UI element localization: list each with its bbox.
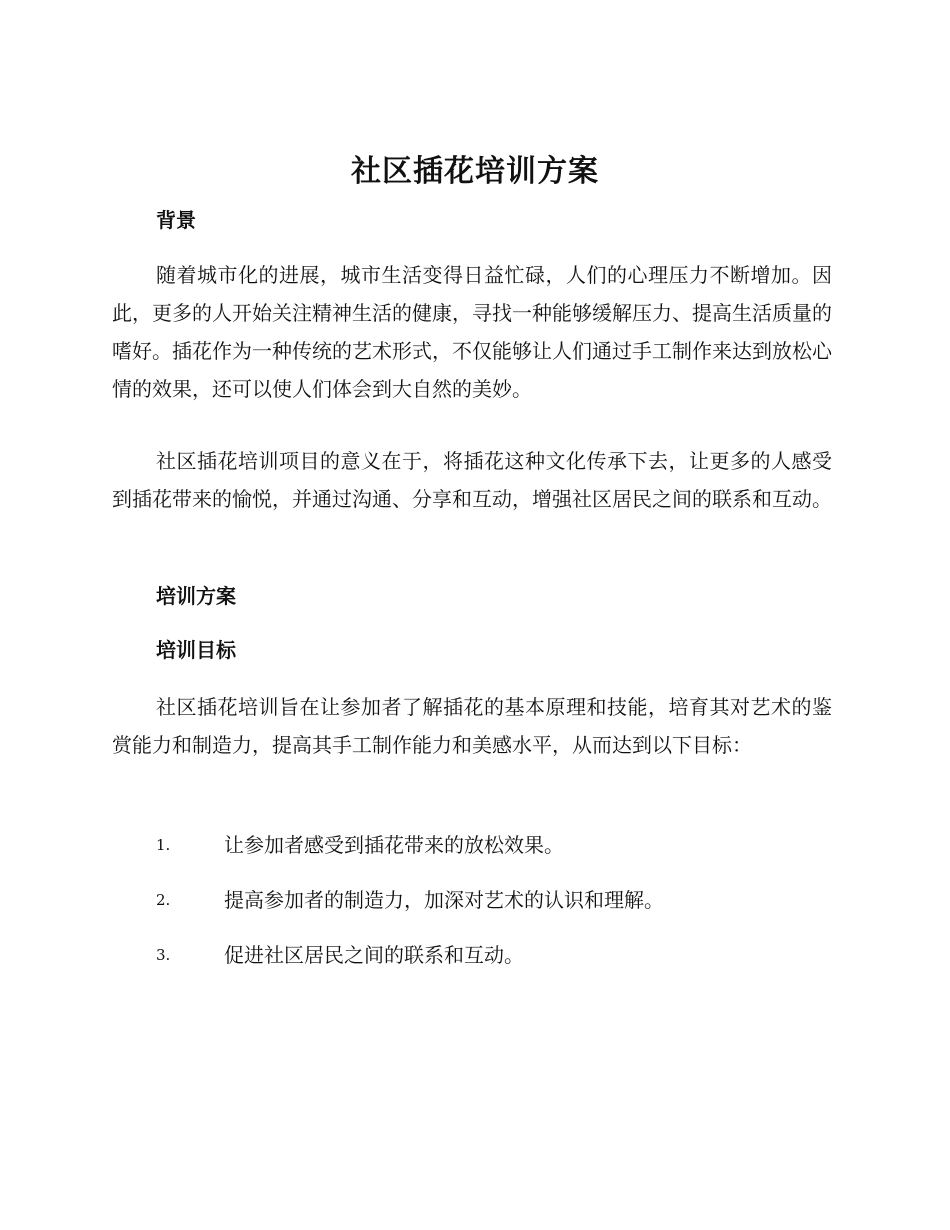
section-heading-training-plan: 培训方案 [156,584,236,608]
goal-list-item [156,940,836,970]
page-title: 社区插花培训方案 [351,154,599,189]
list-text: 促进社区居民之间的联系和互动。 [224,943,524,967]
background-paragraph-1: 随着城市化的进展，城市生活变得日益忙碌，人们的心理压力不断增加。因此，更多的人开始关注精神生活的健康，寻找一种能够缓解压力、提高生活质量的嗜好。插花作为一种传统的艺术形式，不仅能够让人们通过手工制作来达到放松心情的效果，还可以使人们体会到大自然的美妙。 [112,263,832,401]
list-text: 让参加者感受到插花带来的放松效果。 [224,833,564,857]
section-heading-background: 背景 [156,208,196,232]
list-text: 提高参加者的制造力，加深对艺术的认识和理解。 [224,888,664,912]
goal-list-item [156,830,836,860]
training-goal-paragraph: 社区插花培训旨在让参加者了解插花的基本原理和技能，培育其对艺术的鉴赏能力和制造力，提高其手工制作能力和美感水平，从而达到以下目标： [112,695,832,757]
goal-list-item [156,885,836,915]
list-number: 2. [156,891,171,909]
list-number: 3. [156,946,171,964]
background-paragraph-2: 社区插花培训项目的意义在于，将插花这种文化传承下去，让更多的人感受到插花带来的愉悦，并通过沟通、分享和互动，增强社区居民之间的联系和互动。 [112,449,832,511]
section-heading-training-goal: 培训目标 [156,638,236,662]
list-number: 1. [156,836,171,854]
